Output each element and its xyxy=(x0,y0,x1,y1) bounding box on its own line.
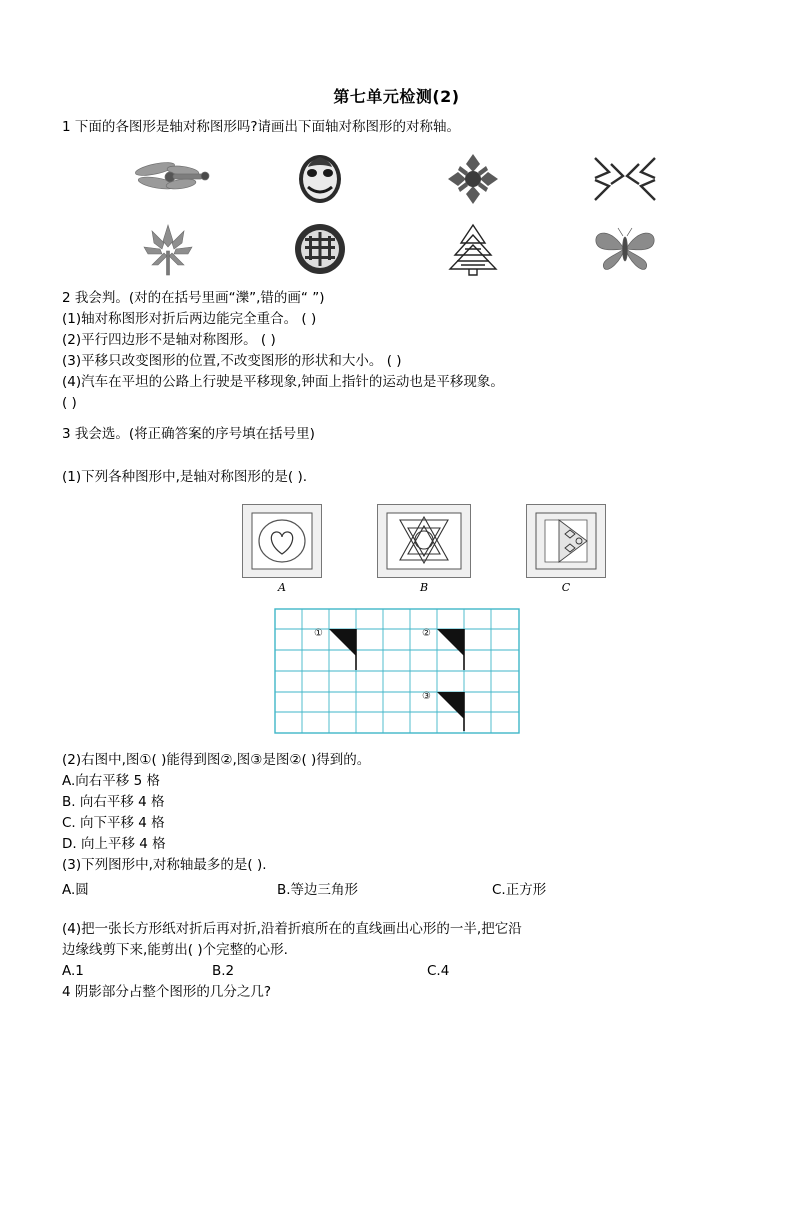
option-a: A.圆 xyxy=(62,882,89,898)
question-3-3-options xyxy=(62,880,731,901)
grid-mark-2: ② xyxy=(421,628,431,639)
question-2-item: (2)平行四边形不是轴对称图形。 ( ) xyxy=(62,332,276,348)
question-2-item: (4)汽车在平坦的公路上行驶是平移现象,钟面上指针的运动也是平移现象。 xyxy=(62,374,504,390)
option-c: C.4 xyxy=(427,963,450,979)
mask-figure xyxy=(265,150,375,208)
option-a: A.1 xyxy=(62,963,84,979)
option-c: C.正方形 xyxy=(492,882,547,898)
question-3-4-line2: 边缘线剪下来,能剪出( )个完整的心形. xyxy=(62,942,288,958)
question-3-4-line1: (4)把一张长方形纸对折后再对折,沿着折痕所在的直线画出心形的一半,把它沿 xyxy=(62,921,522,937)
pine-tree-figure xyxy=(418,220,528,278)
question-3-1-text: (1)下列各种图形中,是轴对称图形的是( ). xyxy=(62,469,308,485)
question-2-text: 2 我会判。(对的在括号里画“濼”,错的画“ ”) xyxy=(62,290,325,306)
worksheet-page xyxy=(0,84,793,1206)
question-2-item: (3)平移只改变图形的位置,不改变图形的形状和大小。 ( ) xyxy=(62,353,402,369)
question-3-3-text: (3)下列图形中,对称轴最多的是( ). xyxy=(62,857,267,873)
figure-row-1 xyxy=(62,150,731,208)
question-3-2-text: (2)右图中,图①( )能得到图②,图③是图②( )得到的。 xyxy=(62,752,371,768)
question-3-text: 3 我会选。(将正确答案的序号填在括号里) xyxy=(62,426,315,442)
question-2-item: ( ) xyxy=(62,395,77,411)
grid-mark-1: ① xyxy=(313,628,323,639)
option-a: A.向右平移 5 格 xyxy=(62,773,160,789)
star-of-david-figure xyxy=(377,504,471,578)
butterfly-figure xyxy=(570,220,680,278)
choice-label: C xyxy=(561,581,571,594)
choice-figure-row xyxy=(62,504,731,594)
translation-grid-figure xyxy=(62,608,731,738)
arrow-star-figure xyxy=(570,150,680,208)
choice-c xyxy=(526,504,606,594)
option-b: B.2 xyxy=(212,963,235,979)
question-2-item: (1)轴对称图形对折后两边能完全重合。 ( ) xyxy=(62,311,317,327)
page-title: 第七单元检测(2) xyxy=(333,87,460,106)
question-3-4-options xyxy=(62,961,731,982)
grid-mark-3: ③ xyxy=(421,691,431,702)
choice-b xyxy=(377,504,471,594)
option-b: B. 向右平移 4 格 xyxy=(62,794,165,810)
dragonfly-figure xyxy=(113,150,223,208)
heart-in-square-figure xyxy=(242,504,322,578)
question-4-text: 4 阴影部分占整个图形的几分之几? xyxy=(62,984,272,1000)
folded-triangle-figure xyxy=(526,504,606,578)
maple-leaf-figure xyxy=(113,220,223,278)
double-happiness-figure xyxy=(265,220,375,278)
choice-label: A xyxy=(278,581,286,594)
choice-a xyxy=(242,504,322,594)
chinese-knot-figure xyxy=(418,150,528,208)
choice-label: B xyxy=(419,581,429,594)
option-c: C. 向下平移 4 格 xyxy=(62,815,165,831)
option-b: B.等边三角形 xyxy=(277,882,359,898)
figure-row-2 xyxy=(62,220,731,278)
option-d: D. 向上平移 4 格 xyxy=(62,836,166,852)
question-1-text: 1 下面的各图形是轴对称图形吗?请画出下面轴对称图形的对称轴。 xyxy=(62,119,461,135)
